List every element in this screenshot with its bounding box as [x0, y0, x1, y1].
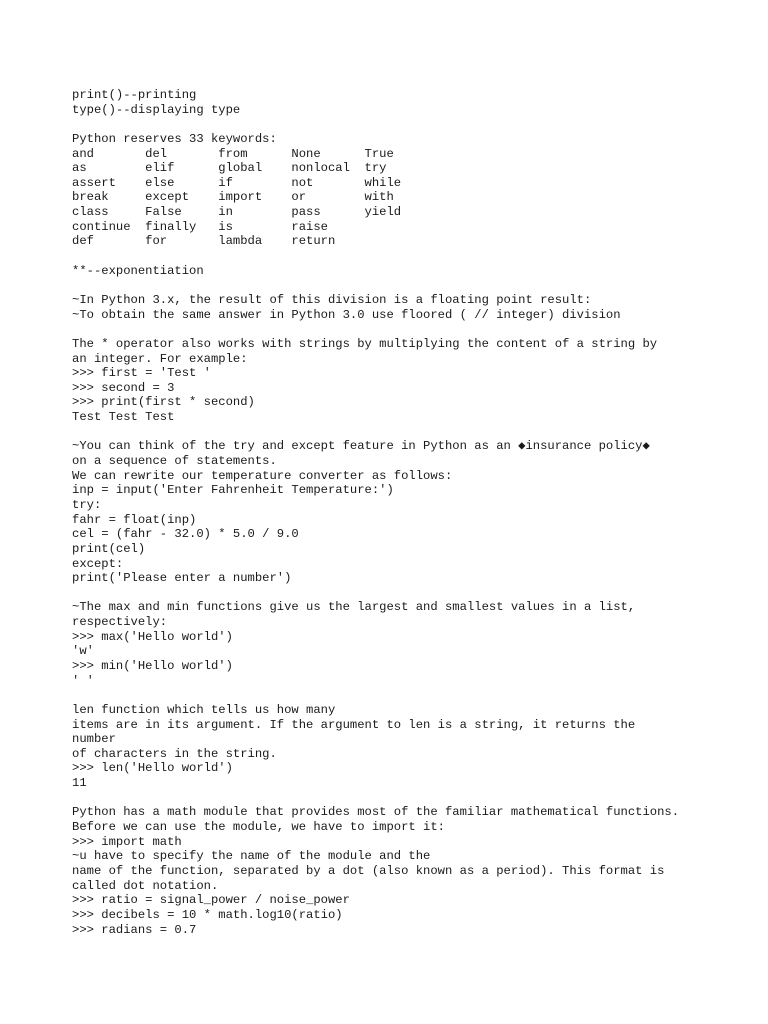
text-line: >>> decibels = 10 * math.log10(ratio): [72, 907, 343, 922]
text-line: continue finally is raise: [72, 219, 328, 234]
text-line: as elif global nonlocal try: [72, 161, 387, 176]
text-line: We can rewrite our temperature converter as follows:: [72, 468, 453, 483]
blank-line: [72, 249, 752, 264]
text-line: >>> second = 3: [72, 380, 175, 395]
text-line: print()--printing: [72, 88, 197, 102]
blank-line: [72, 791, 752, 806]
text-line: inp = input('Enter Fahrenheit Temperature:'): [72, 483, 394, 498]
text-line: items are in its argument. If the argument to len is a string, it returns the: [72, 717, 636, 732]
text-line: name of the function, separated by a dot (also known as a period). This format is: [72, 863, 665, 878]
text-line: number: [72, 732, 116, 747]
text-line: type()--displaying type: [72, 102, 241, 117]
blank-line: [72, 278, 752, 293]
text-line: on a sequence of statements.: [72, 454, 277, 469]
text-line: ~You can think of the try and except feature in Python as an ◆insurance policy◆: [72, 439, 650, 454]
text-line: print('Please enter a number'): [72, 571, 292, 586]
document-page: [72, 88, 752, 937]
text-line: ~The max and min functions give us the largest and smallest values in a list,: [72, 600, 636, 615]
text-line: len function which tells us how many: [72, 702, 336, 717]
text-line: ~To obtain the same answer in Python 3.0 use floored ( // integer) division: [72, 307, 621, 322]
text-line: >>> ratio = signal_power / noise_power: [72, 893, 350, 908]
blank-line: [72, 322, 752, 337]
text-line: print(cel): [72, 541, 146, 556]
text-line: Python reserves 33 keywords:: [72, 131, 277, 146]
blank-line: [72, 586, 752, 601]
text-line: ~In Python 3.x, the result of this division is a floating point result:: [72, 292, 592, 307]
text-line: except:: [72, 556, 124, 571]
text-line: of characters in the string.: [72, 746, 277, 761]
text-line: break except import or with: [72, 190, 394, 205]
blank-line: [72, 688, 752, 703]
text-line: cel = (fahr - 32.0) * 5.0 / 9.0: [72, 527, 299, 542]
text-line: Python has a math module that provides most of the familiar mathematical functions.: [72, 805, 680, 820]
text-line: fahr = float(inp): [72, 512, 197, 527]
text-line: The * operator also works with strings by multiplying the content of a string by: [72, 336, 658, 351]
text-line: >>> import math: [72, 834, 182, 849]
text-line: >>> min('Hello world'): [72, 658, 233, 673]
text-line: >>> len('Hello world'): [72, 761, 233, 776]
text-line: def for lambda return: [72, 234, 336, 249]
text-line: >>> radians = 0.7: [72, 922, 197, 937]
text-line: respectively:: [72, 615, 168, 630]
text-line: **--exponentiation: [72, 263, 204, 278]
text-line: >>> print(first * second): [72, 395, 255, 410]
text-line: called dot notation.: [72, 878, 219, 893]
text-line: >>> max('Hello world'): [72, 629, 233, 644]
text-line: >>> first = 'Test ': [72, 366, 211, 381]
text-line: an integer. For example:: [72, 351, 248, 366]
text-line: Test Test Test: [72, 410, 175, 425]
text-line: ' ': [72, 673, 94, 688]
blank-line: [72, 425, 752, 440]
text-line: and del from None True: [72, 146, 394, 161]
text-line: 'w': [72, 644, 94, 659]
text-line: Before we can use the module, we have to import it:: [72, 820, 445, 835]
text-line: 11: [72, 776, 87, 791]
text-line: class False in pass yield: [72, 205, 402, 220]
text-line: try:: [72, 497, 102, 512]
text-line: ~u have to specify the name of the module and the: [72, 849, 431, 864]
blank-line: [72, 117, 752, 132]
text-line: assert else if not while: [72, 175, 402, 190]
